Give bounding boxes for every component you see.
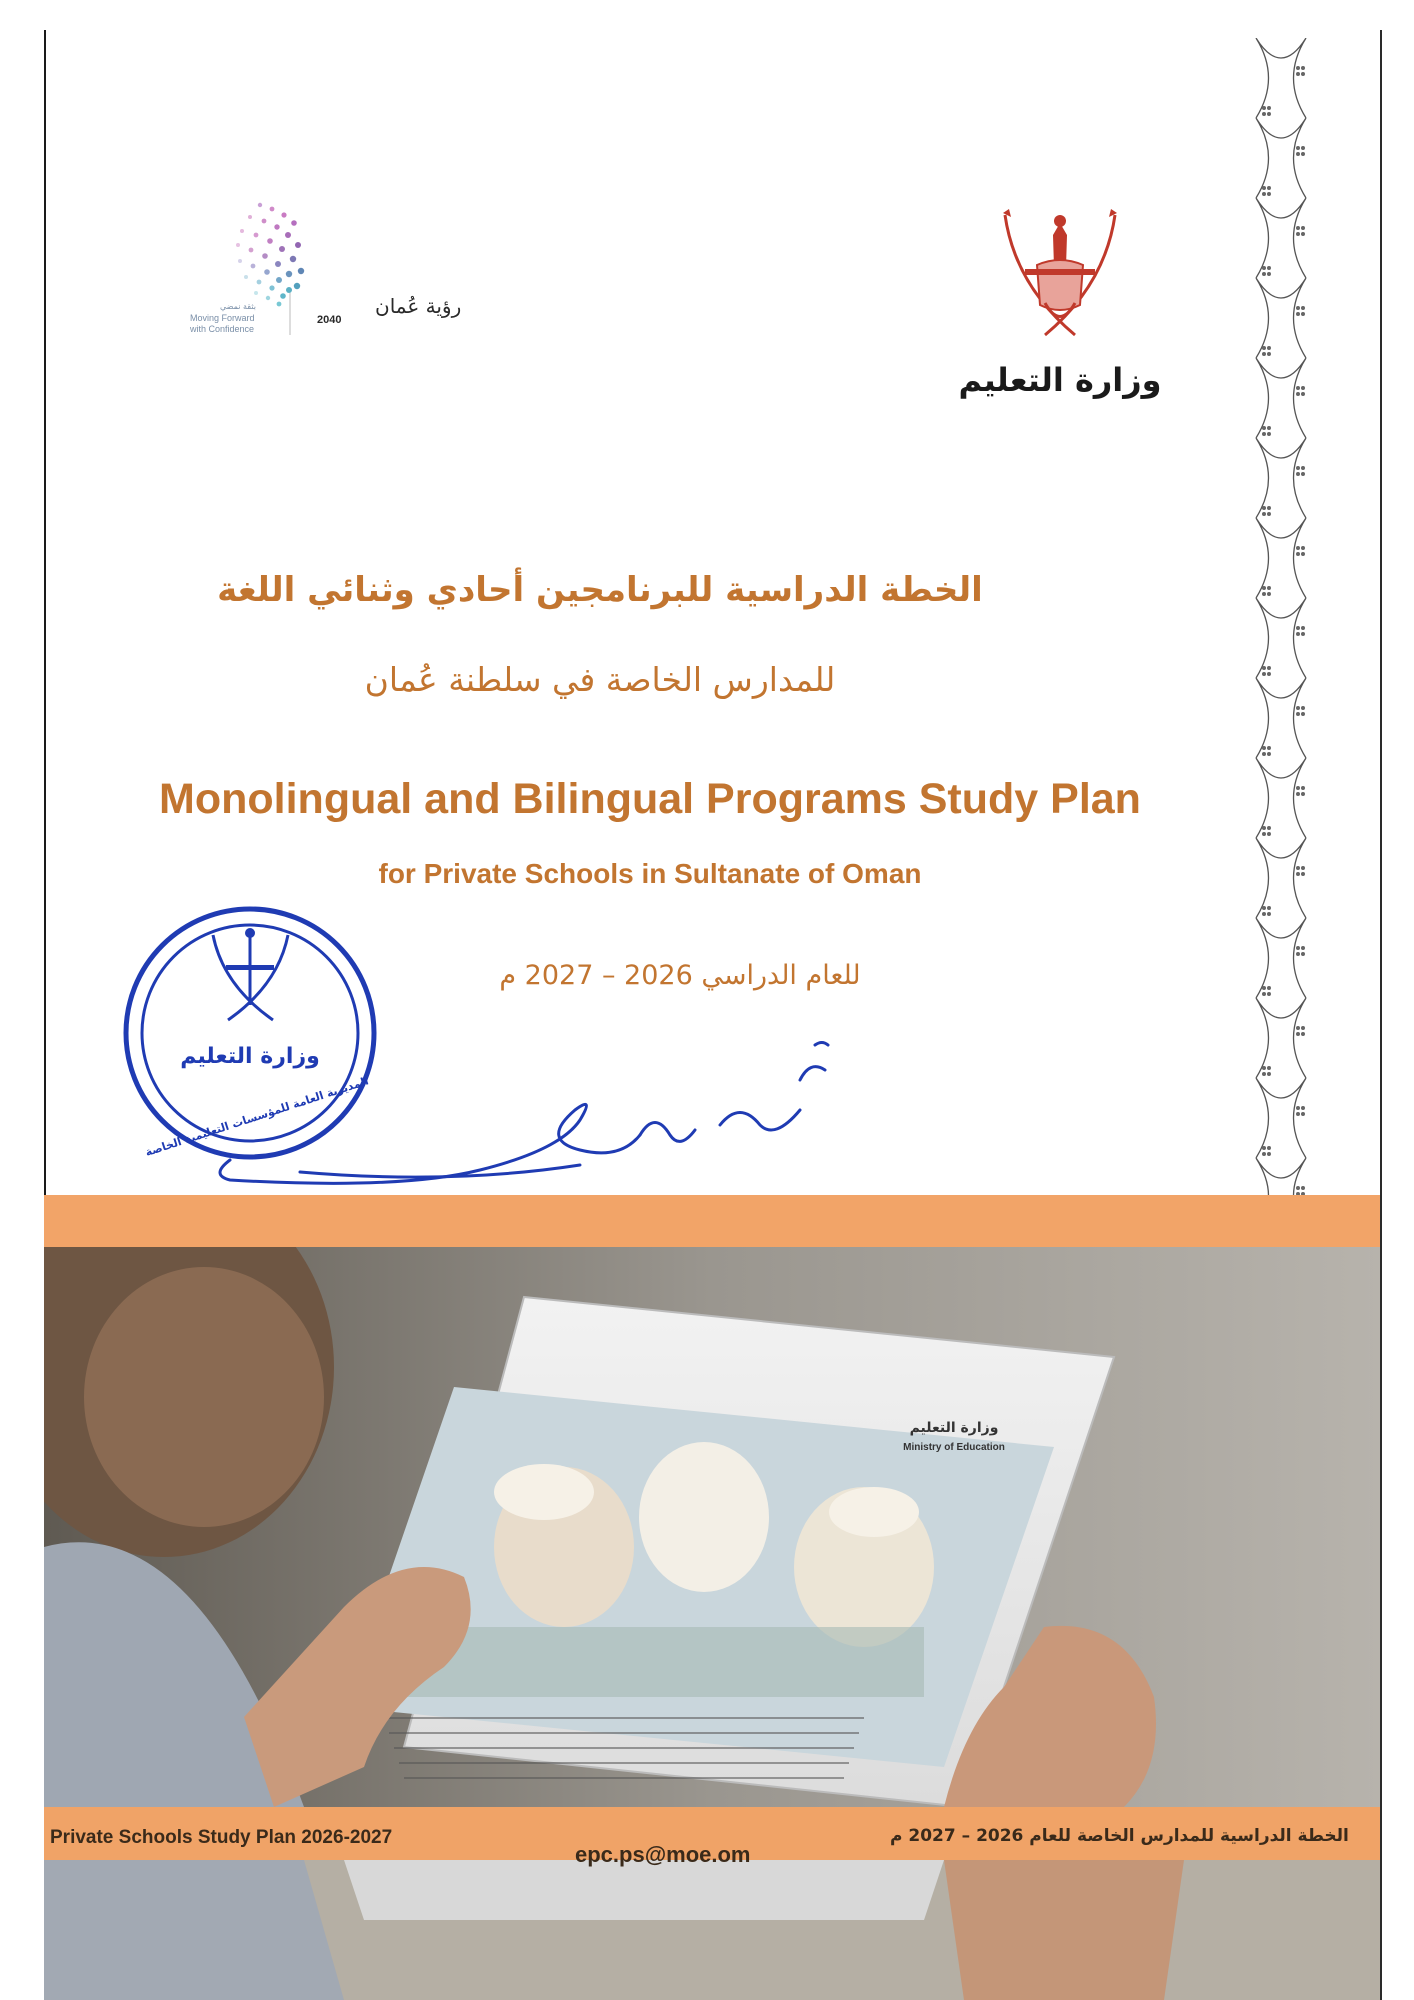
footer-english: Private Schools Study Plan 2026-2027 (50, 1827, 393, 1848)
vision-tagline-en-1: Moving Forward (190, 313, 255, 323)
ministry-wordmark (955, 345, 1165, 415)
title-english-line2: for Private Schools in Sultanate of Oman (378, 858, 922, 889)
vision-year: 2040 (317, 314, 342, 326)
inner-doc-ministry-ar: وزارة التعليم (909, 1420, 999, 1436)
signature-icon (200, 1040, 880, 1200)
stamp-ministry-text: وزارة التعليم (180, 1044, 320, 1069)
scan-edge-right (1380, 30, 1382, 2000)
title-english-line1: Monolingual and Bilingual Programs Study Plan (159, 775, 1141, 823)
footer-photo (44, 1860, 1380, 2000)
ministry-name-ar: وزارة التعليم (958, 361, 1162, 399)
vision-name-ar: رؤية عُمان (375, 294, 462, 318)
vision-tagline-en-2: with Confidence (190, 324, 255, 334)
vision-tagline-ar: بثقة نمضي (220, 302, 256, 311)
oman-national-emblem-icon (985, 205, 1135, 350)
footer-email: epc.ps@moe.om (575, 1842, 751, 1867)
title-arabic-line1: الخطة الدراسية للبرنامجين أحادي وثنائي اللغة (217, 570, 983, 610)
stamp-directorate-text: المديرية العامة للمؤسسات التعليمية الخاصة (143, 1074, 371, 1159)
oman-vision-2040-logo-icon (180, 195, 480, 345)
ornamental-border-icon (1246, 38, 1316, 1228)
inner-doc-ministry-en: Ministry of Education (903, 1442, 1005, 1453)
cover-photo-illustration (44, 1247, 1380, 1807)
orange-band-top (44, 1195, 1380, 1247)
academic-year: للعام الدراسي 2026 – 2027 م (499, 960, 861, 991)
cover-photo (44, 1247, 1380, 1807)
footer-arabic: الخطة الدراسية للمدارس الخاصة للعام 2026 – 2027 م (890, 1826, 1349, 1846)
title-arabic-line2: للمدارس الخاصة في سلطنة عُمان (364, 660, 836, 699)
